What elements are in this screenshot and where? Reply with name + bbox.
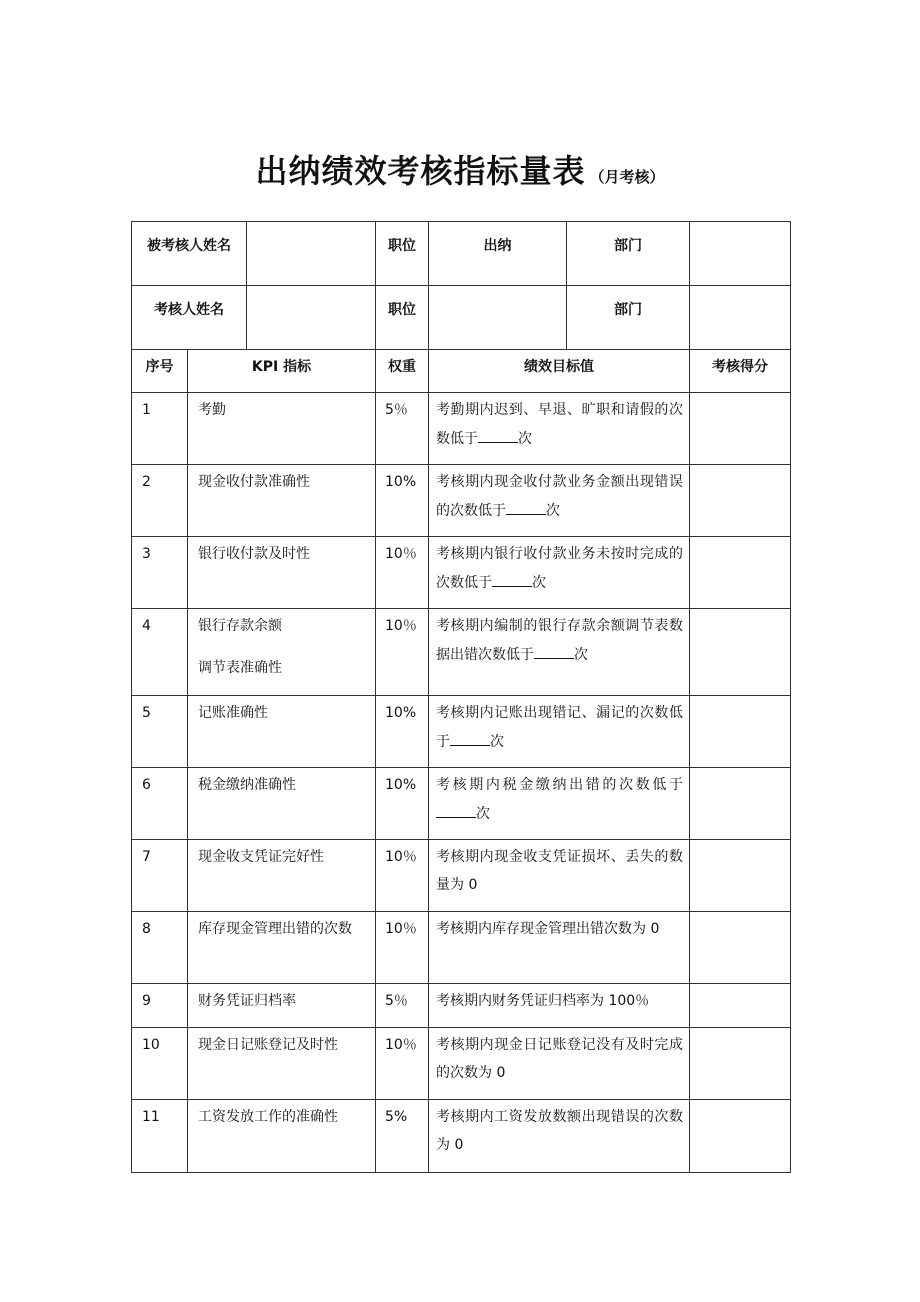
blank-field[interactable] (478, 424, 518, 443)
target-unit: 次 (476, 806, 490, 822)
examinee-row (132, 222, 791, 286)
row-score-field[interactable] (690, 1028, 791, 1100)
target-text: 考核期内银行收付款业务未按时完成的次数低于 (436, 546, 683, 591)
row-no: 10 (132, 1028, 188, 1100)
row-target (429, 465, 690, 537)
examiner-name-label: 考核人姓名 (132, 286, 247, 350)
examinee-name-field[interactable] (247, 222, 376, 286)
row-score-field[interactable] (690, 609, 791, 696)
row-kpi: 财务凭证归档率 (188, 984, 376, 1028)
row-score-field[interactable] (690, 537, 791, 609)
row-no: 6 (132, 768, 188, 840)
row-no: 9 (132, 984, 188, 1028)
row-no: 1 (132, 393, 188, 465)
target-unit: 次 (532, 575, 546, 591)
row-no: 2 (132, 465, 188, 537)
row-target: 考核期内现金收支凭证损坏、丢失的数量为 0 (429, 840, 690, 912)
row-kpi: 现金收付款准确性 (188, 465, 376, 537)
row-kpi: 记账准确性 (188, 696, 376, 768)
row-score-field[interactable] (690, 984, 791, 1028)
target-text: 考核期内税金缴纳出错的次数低于 (436, 777, 683, 793)
row-weight: 5％ (376, 984, 429, 1028)
blank-field[interactable] (534, 640, 574, 659)
examinee-department-label: 部门 (567, 222, 690, 286)
col-header-target: 绩效目标值 (429, 350, 690, 393)
row-weight: 10％ (376, 840, 429, 912)
kpi-table (131, 221, 791, 1173)
col-header-score: 考核得分 (690, 350, 791, 393)
target-unit: 次 (518, 431, 532, 447)
row-target (429, 696, 690, 768)
target-unit: 次 (490, 734, 504, 750)
table-row (132, 984, 791, 1028)
target-text: 考核期内编制的银行存款余额调节表数据出错次数低于 (436, 618, 683, 663)
row-kpi-line2: 调节表准确性 (198, 660, 282, 676)
target-unit: 次 (546, 503, 560, 519)
row-weight: 10％ (376, 609, 429, 696)
row-weight: 10% (376, 696, 429, 768)
col-header-no: 序号 (132, 350, 188, 393)
row-score-field[interactable] (690, 912, 791, 984)
row-kpi: 税金缴纳准确性 (188, 768, 376, 840)
row-kpi-line1: 银行存款余额 (198, 618, 282, 634)
examiner-department-label: 部门 (567, 286, 690, 350)
blank-field[interactable] (450, 727, 490, 746)
row-no: 11 (132, 1100, 188, 1173)
row-target (429, 393, 690, 465)
row-weight: 10% (376, 768, 429, 840)
row-target (429, 609, 690, 696)
table-row (132, 1028, 791, 1100)
row-weight: 5％ (376, 393, 429, 465)
row-no: 4 (132, 609, 188, 696)
row-weight: 10％ (376, 1028, 429, 1100)
examiner-name-field[interactable] (247, 286, 376, 350)
examiner-row (132, 286, 791, 350)
table-row (132, 609, 791, 696)
row-score-field[interactable] (690, 1100, 791, 1173)
target-text: 考勤期内迟到、早退、旷职和请假的次数低于 (436, 402, 683, 447)
examiner-position-field[interactable] (429, 286, 567, 350)
title-sub: （月考核） (589, 168, 665, 186)
row-target: 考核期内现金日记账登记没有及时完成的次数为 0 (429, 1028, 690, 1100)
blank-field[interactable] (506, 496, 546, 515)
document-title (0, 146, 920, 192)
examinee-name-label: 被考核人姓名 (132, 222, 247, 286)
row-score-field[interactable] (690, 768, 791, 840)
examinee-position-label: 职位 (376, 222, 429, 286)
row-weight: 10％ (376, 912, 429, 984)
examiner-department-field[interactable] (690, 286, 791, 350)
table-row (132, 465, 791, 537)
table-row (132, 393, 791, 465)
row-kpi: 现金日记账登记及时性 (188, 1028, 376, 1100)
row-kpi (188, 609, 376, 696)
row-no: 5 (132, 696, 188, 768)
examinee-position-value: 出纳 (429, 222, 567, 286)
row-score-field[interactable] (690, 840, 791, 912)
row-score-field[interactable] (690, 465, 791, 537)
col-header-kpi: KPI 指标 (188, 350, 376, 393)
row-target (429, 537, 690, 609)
title-main: 出纳绩效考核指标量表 (255, 152, 586, 190)
row-kpi: 银行收付款及时性 (188, 537, 376, 609)
table-row (132, 537, 791, 609)
row-score-field[interactable] (690, 393, 791, 465)
blank-field[interactable] (436, 799, 476, 818)
table-row (132, 912, 791, 984)
row-score-field[interactable] (690, 696, 791, 768)
row-weight: 5% (376, 1100, 429, 1173)
row-weight: 10% (376, 465, 429, 537)
column-header-row (132, 350, 791, 393)
table-row (132, 1100, 791, 1173)
row-kpi: 工资发放工作的准确性 (188, 1100, 376, 1173)
target-text: 考核期内现金收付款业务金额出现错误的次数低于 (436, 474, 683, 519)
blank-field[interactable] (492, 568, 532, 587)
row-kpi: 考勤 (188, 393, 376, 465)
target-text: 考核期内记账出现错记、漏记的次数低于 (436, 705, 683, 750)
row-target: 考核期内财务凭证归档率为 100％ (429, 984, 690, 1028)
row-no: 7 (132, 840, 188, 912)
examinee-department-field[interactable] (690, 222, 791, 286)
row-weight: 10％ (376, 537, 429, 609)
table-row (132, 696, 791, 768)
col-header-weight: 权重 (376, 350, 429, 393)
row-kpi: 库存现金管理出错的次数 (188, 912, 376, 984)
row-target: 考核期内工资发放数额出现错误的次数为 0 (429, 1100, 690, 1173)
row-no: 8 (132, 912, 188, 984)
row-target (429, 768, 690, 840)
row-no: 3 (132, 537, 188, 609)
table-row (132, 840, 791, 912)
row-kpi: 现金收支凭证完好性 (188, 840, 376, 912)
row-target: 考核期内库存现金管理出错次数为 0 (429, 912, 690, 984)
table-row (132, 768, 791, 840)
examiner-position-label: 职位 (376, 286, 429, 350)
target-unit: 次 (574, 647, 588, 663)
